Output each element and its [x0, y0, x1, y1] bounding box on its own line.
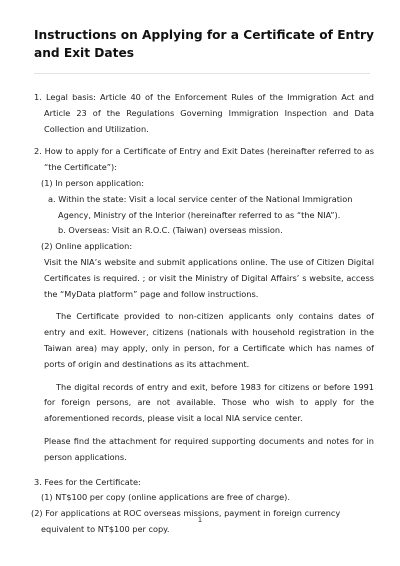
fee-overseas: (2) For applications at ROC overseas missions, payment in foreign currency equivalent to NT$100 per copy.: [31, 508, 341, 534]
document-body: [31, 90, 374, 538]
fee-online: (1) NT$100 per copy (online applications are free of charge).: [41, 492, 290, 503]
paragraph-attachment: Please find the attachment for required supporting documents and notes for in person applications.: [44, 435, 374, 462]
item-in-person: (1) In person application:: [41, 177, 144, 188]
paragraph-digital-records: The digital records of entry and exit, before 1983 for citizens or before 1991 for foreign persons, are not available. Those who wish to apply for the aforementioned records, please visit a local NIA service center.: [44, 381, 374, 424]
item-online: (2) Online application:: [41, 241, 133, 252]
title-divider: [34, 73, 370, 74]
item-legal-basis: 1. Legal basis: Article 40 of the Enforcement Rules of the Immigration Act and Article 23 of the Regulations Governing Immigration Inspection and Data Collection and Utilization.: [34, 92, 374, 134]
item-in-person-overseas: b. Overseas: Visit an R.O.C. (Taiwan) overseas mission.: [58, 225, 283, 236]
online-instructions: Visit the NIA’s website and submit applications online. The use of Citizen Digital Certificates is required. ; or visit the Ministry of Digital Affairs’ s website, access the “MyData platform” page and follow instructions.: [44, 256, 374, 299]
item-in-person-domestic: a. Within the state: Visit a local service center of the National Immigration Agency, Ministry of the Interior (hereinafter referred to as “the NIA”).: [48, 193, 353, 220]
paragraph-non-citizen: The Certificate provided to non-citizen applicants only contains dates of entry and exit. However, citizens (nationals with household registration in the Taiwan area) may apply, only in person, for a Certificate which has names of ports of origin and destinations as its attachment.: [44, 311, 374, 369]
item-how-to-apply: 2. How to apply for a Certificate of Entry and Exit Dates (hereinafter referred to as “the Certificate”):: [34, 146, 374, 173]
page-number: 1: [197, 516, 203, 524]
document-title: Instructions on Applying for a Certificate of Entry and Exit Dates: [34, 28, 375, 60]
item-fees: 3. Fees for the Certificate:: [34, 476, 141, 487]
